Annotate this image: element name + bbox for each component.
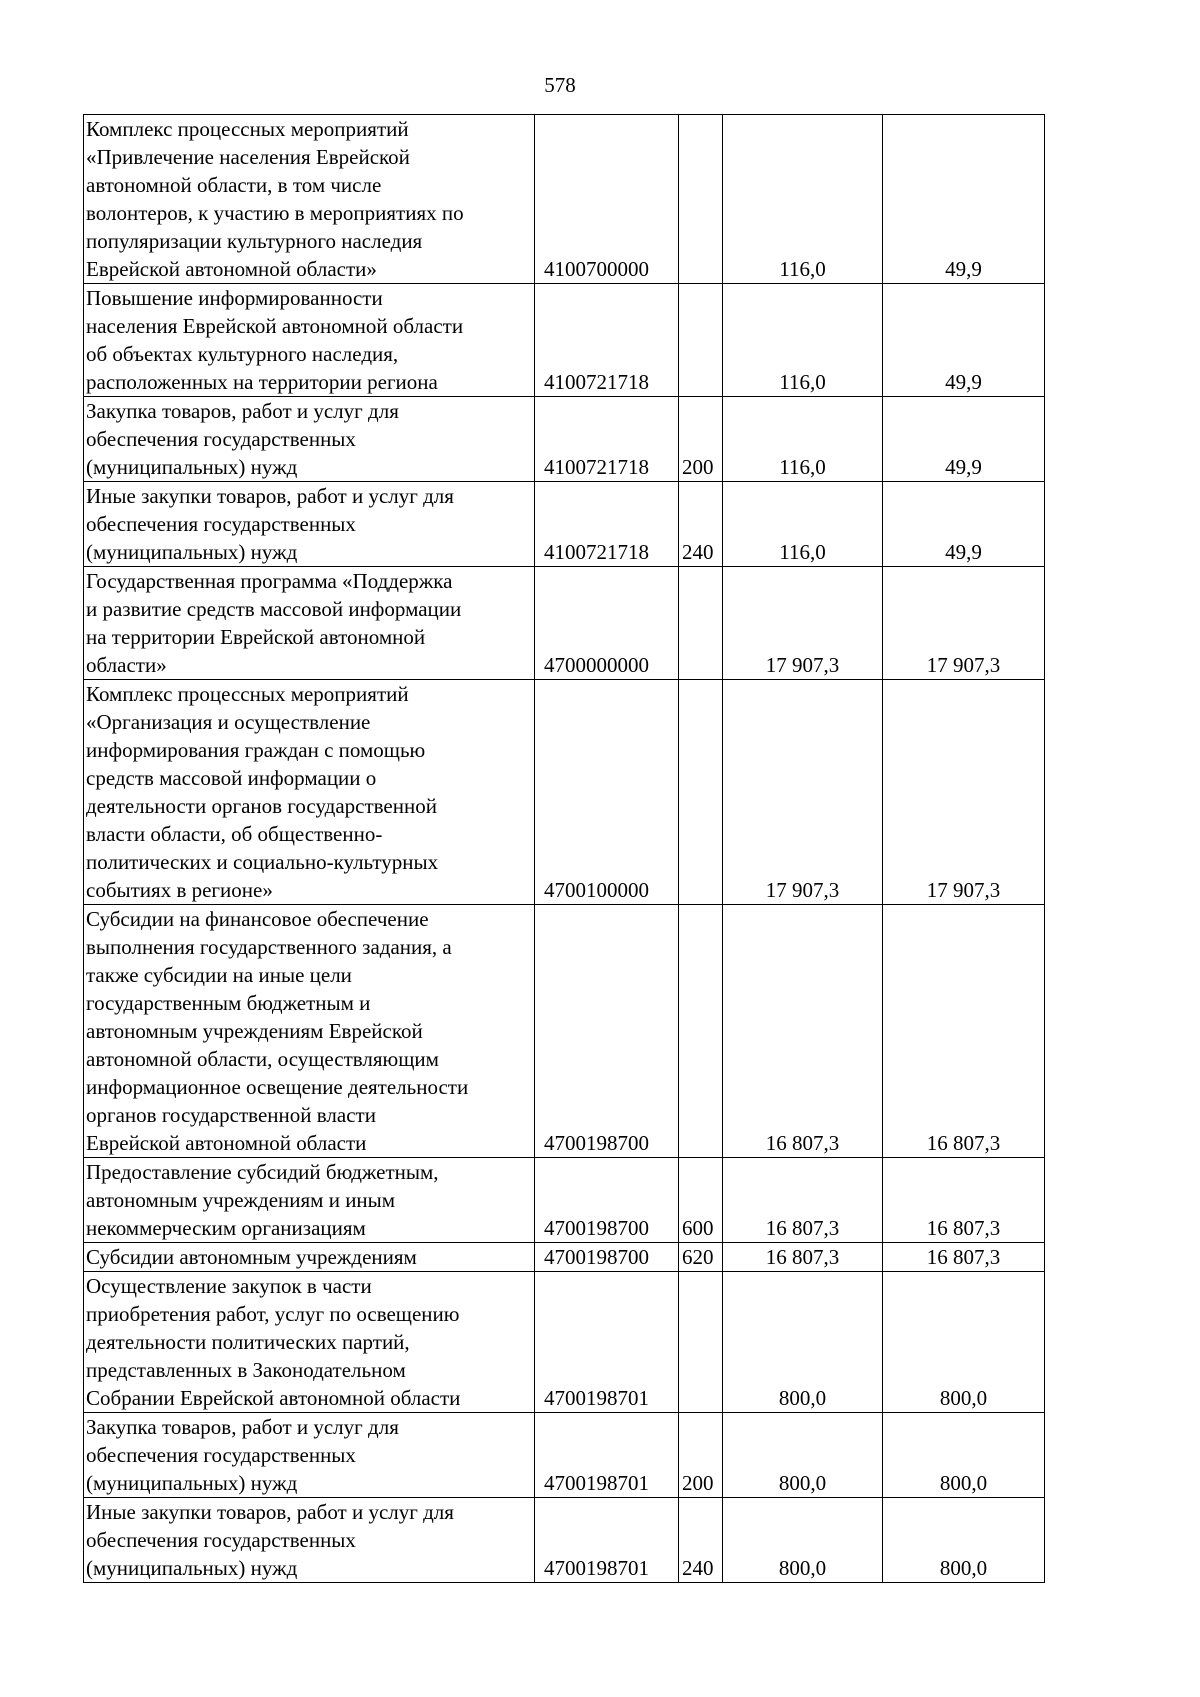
target-code-cell: 4700198700 xyxy=(535,1243,679,1272)
expense-type-cell: 600 xyxy=(679,1158,723,1243)
amount-1-cell: 116,0 xyxy=(723,482,883,567)
row-name-line: выполнения государственного задания, а xyxy=(86,935,452,959)
row-name-line: и развитие средств массовой информации xyxy=(86,597,462,621)
row-name-line: популяризации культурного наследия xyxy=(86,229,423,253)
amount-1-cell: 116,0 xyxy=(723,284,883,397)
budget-table xyxy=(83,114,1045,1583)
table-row xyxy=(84,482,1045,567)
table-row xyxy=(84,567,1045,680)
row-name-line: событиях в регионе» xyxy=(86,878,273,902)
amount-1-cell: 800,0 xyxy=(723,1272,883,1413)
row-name-line: информирования граждан с помощью xyxy=(86,738,426,762)
row-name-line: деятельности политических партий, xyxy=(86,1330,410,1354)
row-name-line: Предоставление субсидий бюджетным, xyxy=(86,1160,439,1184)
row-name-line: приобретения работ, услуг по освещению xyxy=(86,1302,460,1326)
row-name-line: обеспечения государственных xyxy=(86,512,356,536)
amount-1-cell: 800,0 xyxy=(723,1413,883,1498)
row-name-cell xyxy=(84,284,535,397)
amount-1-cell: 116,0 xyxy=(723,115,883,284)
row-name-line: Иные закупки товаров, работ и услуг для xyxy=(86,1500,454,1524)
row-name-line: представленных в Законодательном xyxy=(86,1358,406,1382)
row-name-line: (муниципальных) нужд xyxy=(86,455,298,479)
target-code-cell: 4100721718 xyxy=(535,284,679,397)
amount-2-cell: 16 807,3 xyxy=(883,905,1045,1158)
row-name-cell xyxy=(84,482,535,567)
row-name-line: обеспечения государственных xyxy=(86,427,356,451)
expense-type-cell xyxy=(679,905,723,1158)
row-name-line: Комплекс процессных мероприятий xyxy=(86,117,409,141)
row-name-line: Комплекс процессных мероприятий xyxy=(86,682,409,706)
amount-1-cell: 116,0 xyxy=(723,397,883,482)
table-body xyxy=(84,115,1045,1583)
amount-1-cell: 17 907,3 xyxy=(723,567,883,680)
row-name-line: деятельности органов государственной xyxy=(86,794,437,818)
expense-type-cell xyxy=(679,567,723,680)
expense-type-cell: 200 xyxy=(679,1413,723,1498)
table-row xyxy=(84,397,1045,482)
row-name-line: средств массовой информации о xyxy=(86,766,377,790)
amount-2-cell: 16 807,3 xyxy=(883,1243,1045,1272)
row-name-line: населения Еврейской автономной области xyxy=(86,314,464,338)
row-name-cell xyxy=(84,115,535,284)
expense-type-cell: 620 xyxy=(679,1243,723,1272)
target-code-cell: 4700198701 xyxy=(535,1272,679,1413)
row-name-cell xyxy=(84,905,535,1158)
amount-2-cell: 800,0 xyxy=(883,1272,1045,1413)
expense-type-cell: 200 xyxy=(679,397,723,482)
row-name-line: Субсидии на финансовое обеспечение xyxy=(86,907,429,931)
table-row xyxy=(84,1272,1045,1413)
row-name-cell xyxy=(84,397,535,482)
row-name-line: обеспечения государственных xyxy=(86,1528,356,1552)
row-name-line: на территории Еврейской автономной xyxy=(86,625,426,649)
table-row xyxy=(84,1498,1045,1583)
row-name-line: расположенных на территории региона xyxy=(86,370,438,394)
target-code-cell: 4700198701 xyxy=(535,1498,679,1583)
row-name-line: также субсидии на иные цели xyxy=(86,963,352,987)
table-row xyxy=(84,680,1045,905)
row-name-line: власти области, об общественно- xyxy=(86,822,383,846)
table-row xyxy=(84,905,1045,1158)
row-name-line: автономной области, осуществляющим xyxy=(86,1047,439,1071)
amount-1-cell: 16 807,3 xyxy=(723,905,883,1158)
target-code-cell: 4700198700 xyxy=(535,905,679,1158)
target-code-cell: 4700000000 xyxy=(535,567,679,680)
amount-1-cell: 800,0 xyxy=(723,1498,883,1583)
row-name-line: (муниципальных) нужд xyxy=(86,540,298,564)
row-name-line: обеспечения государственных xyxy=(86,1443,356,1467)
amount-1-cell: 16 807,3 xyxy=(723,1243,883,1272)
target-code-cell: 4700198701 xyxy=(535,1413,679,1498)
table-row xyxy=(84,1243,1045,1272)
expense-type-cell: 240 xyxy=(679,482,723,567)
amount-2-cell: 800,0 xyxy=(883,1498,1045,1583)
row-name-line: органов государственной власти xyxy=(86,1103,376,1127)
table-row xyxy=(84,1158,1045,1243)
row-name-line: об объектах культурного наследия, xyxy=(86,342,399,366)
row-name-cell xyxy=(84,1498,535,1583)
row-name-line: Иные закупки товаров, работ и услуг для xyxy=(86,484,454,508)
row-name-line: «Привлечение населения Еврейской xyxy=(86,145,410,169)
row-name-line: Закупка товаров, работ и услуг для xyxy=(86,399,399,423)
amount-2-cell: 49,9 xyxy=(883,284,1045,397)
row-name-cell xyxy=(84,1272,535,1413)
row-name-line: волонтеров, к участию в мероприятиях по xyxy=(86,201,464,225)
row-name-line: Субсидии автономным учреждениям xyxy=(86,1245,417,1269)
expense-type-cell: 240 xyxy=(679,1498,723,1583)
row-name-line: «Организация и осуществление xyxy=(86,710,371,734)
amount-2-cell: 49,9 xyxy=(883,115,1045,284)
target-code-cell: 4100721718 xyxy=(535,482,679,567)
row-name-cell xyxy=(84,1158,535,1243)
table-row xyxy=(84,115,1045,284)
table-row xyxy=(84,284,1045,397)
expense-type-cell xyxy=(679,115,723,284)
row-name-line: области» xyxy=(86,653,167,677)
row-name-cell xyxy=(84,680,535,905)
expense-type-cell xyxy=(679,284,723,397)
row-name-cell xyxy=(84,1243,535,1272)
row-name-line: автономным учреждениям Еврейской xyxy=(86,1019,423,1043)
row-name-line: политических и социально-культурных xyxy=(86,850,439,874)
amount-2-cell: 17 907,3 xyxy=(883,680,1045,905)
expense-type-cell xyxy=(679,680,723,905)
amount-2-cell: 17 907,3 xyxy=(883,567,1045,680)
amount-1-cell: 16 807,3 xyxy=(723,1158,883,1243)
row-name-line: (муниципальных) нужд xyxy=(86,1471,298,1495)
row-name-line: некоммерческим организациям xyxy=(86,1216,366,1240)
row-name-line: государственным бюджетным и xyxy=(86,991,371,1015)
row-name-line: Повышение информированности xyxy=(86,286,383,310)
amount-2-cell: 49,9 xyxy=(883,482,1045,567)
row-name-cell xyxy=(84,1413,535,1498)
target-code-cell: 4700100000 xyxy=(535,680,679,905)
amount-2-cell: 800,0 xyxy=(883,1413,1045,1498)
row-name-line: (муниципальных) нужд xyxy=(86,1556,298,1580)
row-name-line: автономным учреждениям и иным xyxy=(86,1188,396,1212)
target-code-cell: 4700198700 xyxy=(535,1158,679,1243)
row-name-line: автономной области, в том числе xyxy=(86,173,382,197)
amount-2-cell: 16 807,3 xyxy=(883,1158,1045,1243)
row-name-line: Еврейской автономной области» xyxy=(86,257,377,281)
page-number: 578 xyxy=(544,73,576,97)
row-name-line: Еврейской автономной области xyxy=(86,1131,367,1155)
row-name-line: Собрании Еврейской автономной области xyxy=(86,1386,461,1410)
target-code-cell: 4100721718 xyxy=(535,397,679,482)
target-code-cell: 4100700000 xyxy=(535,115,679,284)
amount-2-cell: 49,9 xyxy=(883,397,1045,482)
row-name-line: Государственная программа «Поддержка xyxy=(86,569,453,593)
table-row xyxy=(84,1413,1045,1498)
row-name-line: информационное освещение деятельности xyxy=(86,1075,469,1099)
row-name-cell xyxy=(84,567,535,680)
expense-type-cell xyxy=(679,1272,723,1413)
row-name-line: Закупка товаров, работ и услуг для xyxy=(86,1415,399,1439)
row-name-line: Осуществление закупок в части xyxy=(86,1274,372,1298)
amount-1-cell: 17 907,3 xyxy=(723,680,883,905)
